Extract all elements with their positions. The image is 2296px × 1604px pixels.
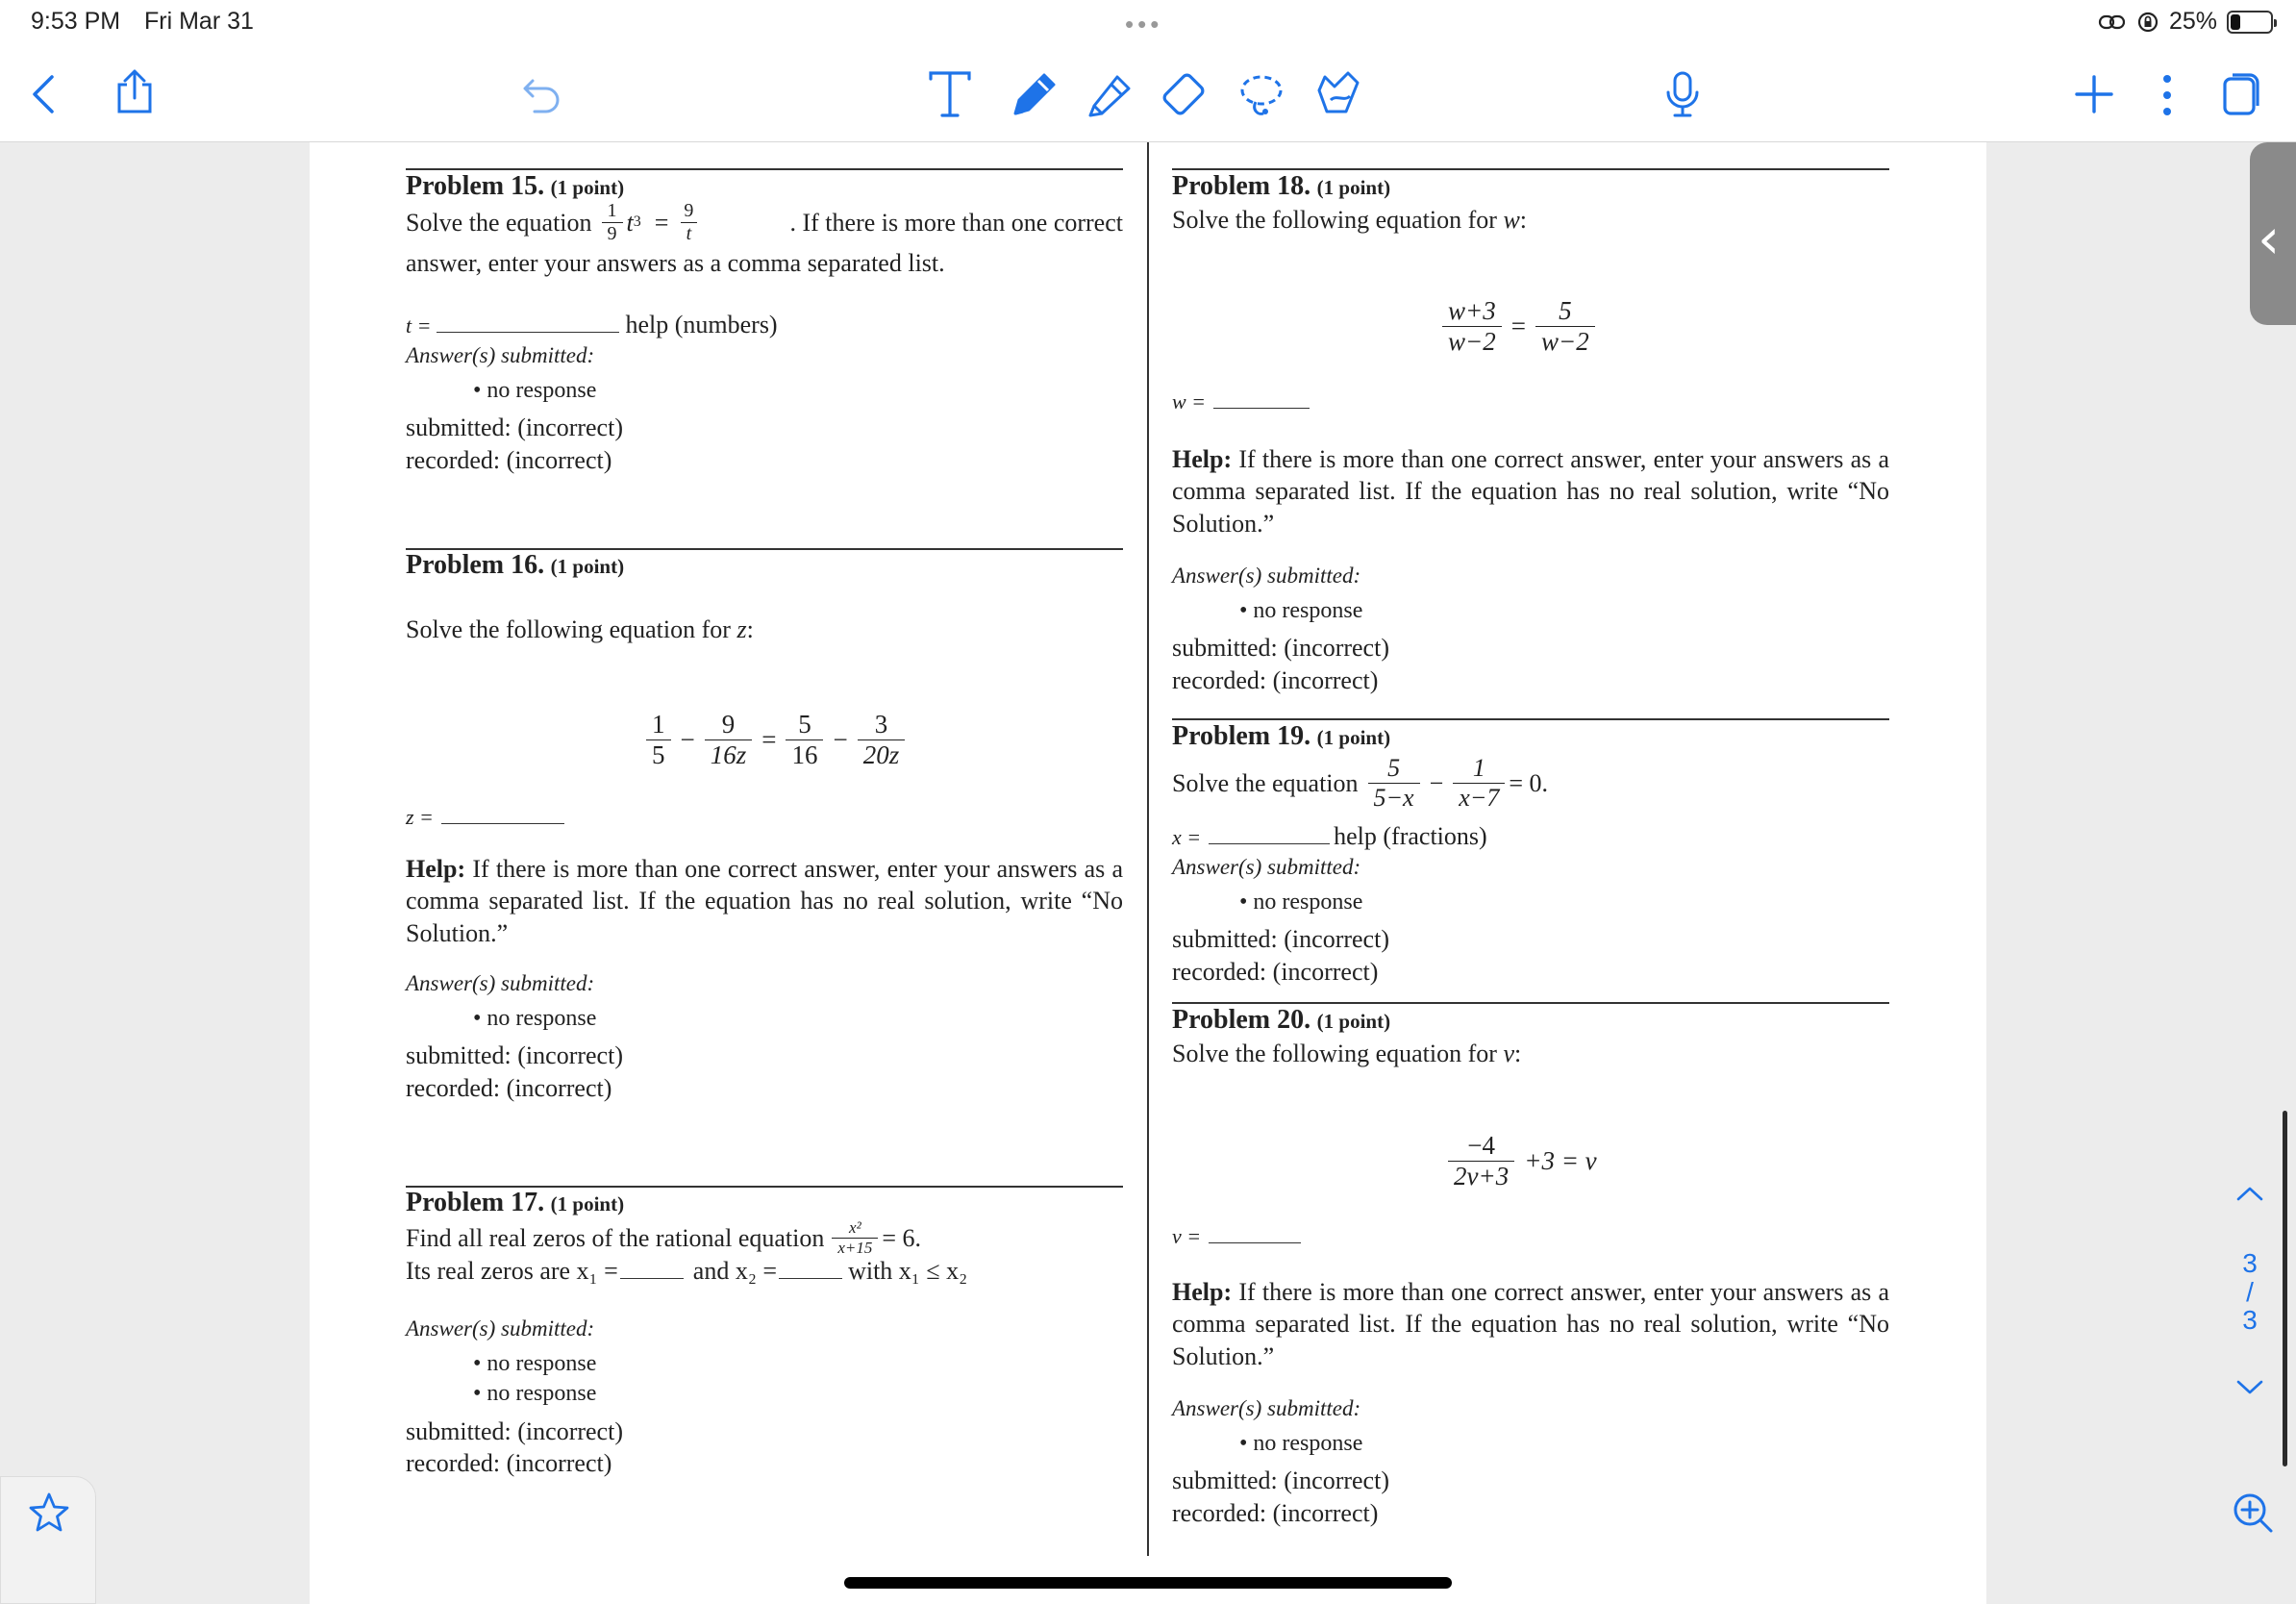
help-label: Help:: [1172, 1277, 1233, 1306]
page-up-button[interactable]: [2231, 1178, 2269, 1209]
math-minus: −: [833, 725, 848, 755]
answer-label-x2: and x₂ =: [692, 1257, 778, 1286]
help-link[interactable]: help (fractions): [1334, 822, 1487, 851]
recorded-status: recorded: (incorrect): [1172, 665, 1379, 694]
answer-row: [406, 1255, 1123, 1288]
problem-20-answers: [1172, 1223, 1889, 1530]
help-label: Help:: [406, 854, 466, 883]
help-block: [1172, 1276, 1889, 1373]
fraction: [678, 200, 699, 245]
problem-statement: [1172, 1038, 1889, 1070]
problem-points: (1 point): [550, 555, 625, 578]
fraction: [786, 710, 823, 770]
response-item: • no response: [1239, 889, 1363, 915]
math-minus: −: [1429, 768, 1444, 797]
eraser-icon[interactable]: [1158, 67, 1211, 121]
response-item: • no response: [473, 1351, 597, 1377]
fraction: [646, 710, 671, 770]
help-label: Help:: [1172, 444, 1233, 473]
statement-suffix: . If there is more than one correct: [789, 208, 1123, 237]
fraction: [1448, 1131, 1514, 1191]
numerator: 9: [684, 200, 694, 222]
zoom-icon[interactable]: [2231, 1491, 2275, 1535]
equation-tail: +3 = v: [1524, 1146, 1597, 1176]
page-total: 3: [2242, 1304, 2258, 1335]
page-separator: /: [2246, 1276, 2254, 1307]
shapes-icon[interactable]: [1311, 67, 1365, 121]
answers-submitted-label: Answer(s) submitted:: [406, 970, 595, 995]
numerator: x²: [849, 1218, 861, 1238]
home-indicator[interactable]: [844, 1577, 1452, 1589]
undo-icon[interactable]: [519, 75, 563, 113]
response-text: no response: [487, 1381, 597, 1407]
text-tool-icon[interactable]: [927, 69, 973, 119]
fraction: [832, 1218, 878, 1257]
statement-text: Solve the following equation for: [406, 615, 731, 644]
page-current: 3: [2242, 1248, 2258, 1278]
math-equals: =: [654, 208, 669, 237]
more-icon[interactable]: [2159, 73, 2175, 117]
answer-label: w =: [1172, 389, 1207, 414]
answer-row: [406, 804, 1123, 832]
answer-input-z[interactable]: [441, 823, 564, 824]
page-view-icon[interactable]: [2221, 71, 2261, 117]
math-exponent: 3: [633, 213, 641, 231]
problem-statement: [1172, 204, 1889, 237]
battery-icon: [2227, 11, 2273, 34]
numerator: 1: [1472, 754, 1485, 783]
math-var: z: [736, 615, 747, 644]
problem-title: Problem 17.: [406, 1188, 545, 1217]
problem-statement: [406, 1218, 1123, 1257]
numerator: 5: [1559, 296, 1572, 325]
numerator: w+3: [1448, 296, 1496, 325]
chevron-left-icon: ‹: [2258, 206, 2281, 271]
problem-title: Problem 19.: [1172, 721, 1311, 751]
response-item: • no response: [1239, 597, 1363, 623]
side-panel-tab[interactable]: [2250, 142, 2296, 325]
submitted-status: submitted: (incorrect): [1172, 925, 1389, 954]
submitted-status: submitted: (incorrect): [1172, 634, 1389, 663]
response-text: no response: [487, 377, 597, 403]
denominator: x+15: [832, 1238, 878, 1258]
link-icon: [2098, 12, 2127, 33]
answers-submitted-label: Answer(s) submitted:: [1172, 563, 1361, 588]
answers-submitted-label: Answer(s) submitted:: [1172, 854, 1361, 879]
statement-text: Find all real zeros of the rational equation: [406, 1223, 825, 1252]
equation-tail: = 0.: [1509, 768, 1549, 797]
numerator: −4: [1467, 1131, 1495, 1160]
answers-submitted-label: Answer(s) submitted:: [406, 342, 595, 367]
response-item: • no response: [473, 1381, 597, 1407]
problem-title: Problem 20.: [1172, 1005, 1311, 1035]
fraction: [858, 710, 906, 770]
denominator: x−7: [1453, 783, 1505, 813]
numerator: 5: [798, 710, 811, 739]
page-navigator: [2231, 1178, 2269, 1403]
help-text: If there is more than one correct answer, enter your answers as a comma separated list. If the equation has no real solution, write “No Solution.”: [1172, 444, 1890, 539]
status-date: Fri Mar 31: [144, 8, 254, 35]
status-right: [2098, 8, 2273, 36]
answer-row: [1172, 1223, 1889, 1251]
problem-19: [1172, 719, 1889, 989]
problem-17: [406, 1186, 1123, 1480]
share-icon[interactable]: [113, 67, 156, 115]
math-var: v: [1503, 1040, 1514, 1068]
recorded-status: recorded: (incorrect): [1172, 957, 1379, 986]
help-block: [406, 853, 1123, 950]
denominator: w−2: [1442, 326, 1502, 357]
denominator: 5−x: [1368, 783, 1420, 813]
problem-statement: [1172, 754, 1889, 813]
answer-input-w[interactable]: [1213, 408, 1310, 409]
answer-input-v[interactable]: [1209, 1242, 1301, 1243]
lasso-icon[interactable]: [1235, 69, 1288, 121]
numerator: 9: [721, 710, 736, 739]
denominator: 2v+3: [1448, 1161, 1514, 1191]
equation-18: [1438, 296, 1599, 357]
math-minus: −: [680, 725, 695, 755]
equation-20: [1444, 1131, 1597, 1191]
fraction: [602, 200, 623, 245]
problem-points: (1 point): [550, 1192, 625, 1216]
submitted-status: submitted: (incorrect): [406, 1416, 623, 1445]
recorded-status: recorded: (incorrect): [406, 445, 612, 474]
statement-text: Solve the equation: [1172, 768, 1359, 797]
help-block: [1172, 443, 1889, 540]
problem-title: Problem 16.: [406, 550, 545, 580]
denominator: 20z: [858, 739, 906, 770]
math-var: t: [626, 208, 634, 237]
back-icon[interactable]: [29, 73, 58, 115]
multitasking-dots[interactable]: •••: [1125, 10, 1163, 38]
bookmark-panel: [0, 1476, 96, 1604]
problem-points: (1 point): [550, 176, 625, 199]
fraction: [1535, 296, 1595, 357]
recorded-status: recorded: (incorrect): [1172, 1498, 1379, 1527]
problem-16-answers: [406, 804, 1123, 1105]
answer-input-x2[interactable]: [779, 1278, 842, 1279]
response-text: no response: [1253, 1430, 1363, 1456]
problem-15: [406, 169, 1123, 477]
statement-text: Solve the following equation for: [1172, 1040, 1497, 1068]
highlighter-icon[interactable]: [1085, 67, 1138, 121]
help-text: If there is more than one correct answer, enter your answers as a comma separated list. If the equation has no real solution, write “No Solution.”: [406, 854, 1124, 948]
battery-fill: [2231, 14, 2240, 30]
answer-label: x =: [1172, 825, 1202, 850]
response-text: no response: [1253, 889, 1363, 915]
statement-colon: :: [1519, 206, 1528, 235]
recorded-status: recorded: (incorrect): [406, 1073, 612, 1102]
problem-18: [1172, 169, 1889, 237]
problem-statement: [406, 614, 1123, 646]
submitted-status: submitted: (incorrect): [406, 1041, 623, 1070]
problem-16: [406, 548, 1123, 646]
page-down-button[interactable]: [2231, 1372, 2269, 1403]
equation-tail: = 6.: [882, 1223, 922, 1252]
pen-icon[interactable]: [1008, 67, 1061, 121]
response-text: no response: [1253, 597, 1363, 623]
answers-submitted-label: Answer(s) submitted:: [1172, 1395, 1361, 1420]
denominator: 9: [602, 222, 623, 245]
microphone-icon[interactable]: [1663, 69, 1702, 121]
statement-line2: answer, enter your answers as a comma separated list.: [406, 249, 945, 278]
problem-title: Problem 15.: [406, 171, 545, 201]
fraction: [1368, 754, 1420, 813]
math-equals: =: [761, 725, 777, 755]
statement-colon: :: [1513, 1040, 1522, 1068]
toolbar: [0, 46, 2296, 142]
response-item: • no response: [473, 377, 597, 403]
answer-input-t[interactable]: [437, 332, 619, 333]
denominator: 16: [786, 739, 823, 770]
response-text: no response: [487, 1005, 597, 1031]
orientation-lock-icon: [2136, 11, 2159, 34]
numerator: 5: [1387, 754, 1401, 783]
submitted-status: submitted: (incorrect): [406, 414, 623, 442]
answer-constraint: with x₁ ≤ x₂: [848, 1257, 968, 1286]
help-text: If there is more than one correct answer, enter your answers as a comma separated list. If the equation has no real solution, write “No Solution.”: [1172, 1277, 1890, 1371]
answers-submitted-label: Answer(s) submitted:: [406, 1316, 595, 1341]
star-icon[interactable]: [26, 1491, 72, 1535]
denominator: t: [681, 222, 698, 245]
problem-statement: [406, 200, 1123, 245]
status-time: 9:53 PM: [31, 8, 121, 35]
scrollbar[interactable]: [2283, 1111, 2287, 1466]
answer-row: [1172, 820, 1889, 853]
problem-points: (1 point): [1316, 176, 1391, 199]
fraction: [1442, 296, 1502, 357]
battery-percent: 25%: [2168, 8, 2217, 35]
answer-label: z =: [406, 805, 434, 829]
fraction: [705, 710, 753, 770]
statement-colon: :: [746, 615, 754, 644]
denominator: 16z: [705, 739, 753, 770]
response-item: • no response: [1239, 1430, 1363, 1456]
numerator: 1: [652, 710, 665, 739]
problem-20: [1172, 1003, 1889, 1070]
status-bar: [0, 0, 2296, 46]
denominator: 5: [646, 739, 671, 770]
answer-row: [406, 309, 1123, 341]
submitted-status: submitted: (incorrect): [1172, 1466, 1389, 1495]
problem-18-answers: [1172, 388, 1889, 697]
denominator: w−2: [1535, 326, 1595, 357]
equation-16: [642, 710, 909, 770]
problem-title: Problem 18.: [1172, 171, 1311, 201]
answer-label: v =: [1172, 1224, 1202, 1248]
math-equals: =: [1510, 312, 1526, 341]
add-icon[interactable]: [2073, 73, 2115, 115]
answer-label-x1: Its real zeros are x₁ =: [406, 1257, 618, 1286]
recorded-status: recorded: (incorrect): [406, 1449, 612, 1478]
response-item: • no response: [473, 1005, 597, 1031]
problem-points: (1 point): [1316, 726, 1391, 749]
numerator: 1: [607, 200, 617, 222]
answer-input-x[interactable]: [1209, 843, 1330, 844]
problem-points: (1 point): [1316, 1010, 1391, 1033]
fraction: [1453, 754, 1505, 813]
answer-row: [1172, 388, 1889, 416]
statement-prefix: Solve the equation: [406, 208, 592, 237]
response-text: no response: [487, 1351, 597, 1377]
answer-label: t =: [406, 313, 432, 338]
math-var: w: [1503, 206, 1520, 235]
numerator: 3: [874, 710, 888, 739]
help-link[interactable]: help (numbers): [625, 311, 778, 339]
column-divider: [1147, 142, 1149, 1556]
statement-text: Solve the following equation for: [1172, 206, 1497, 235]
answer-input-x1[interactable]: [620, 1278, 684, 1279]
